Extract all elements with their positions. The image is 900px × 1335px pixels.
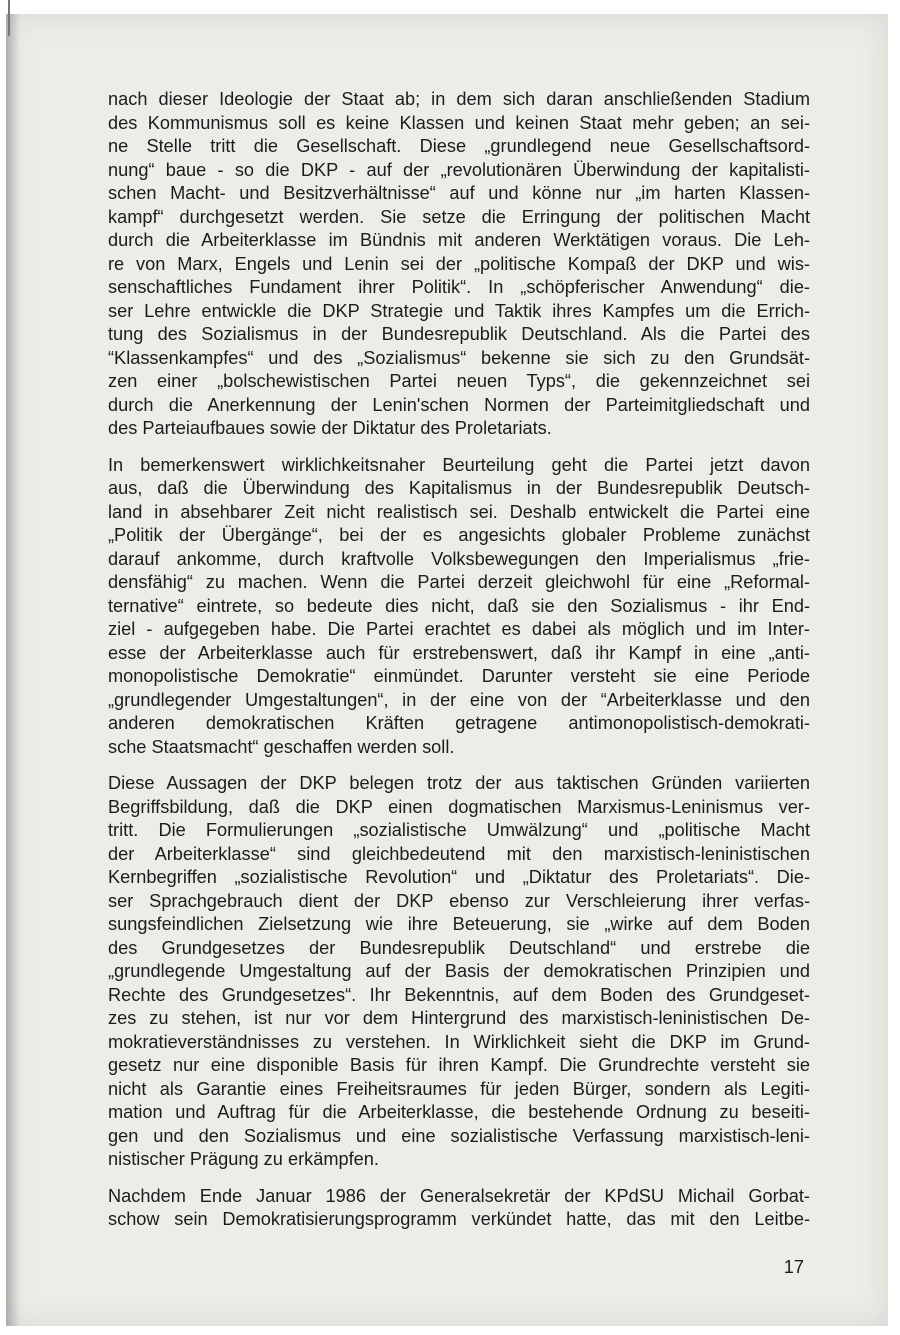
text-line: schen Macht- und Besitzverhältnisse“ auf und könne nur „im harten Klassen- — [108, 183, 810, 203]
text-line: senschaftliches Fundament ihrer Politik“. In „schöpferischer Anwendung“ die- — [108, 277, 810, 297]
text-line: ne Stelle tritt die Gesellschaft. Diese „grundlegend neue Gesellschaftsord- — [108, 136, 810, 156]
body-text — [108, 88, 810, 1245]
text-line: „grundlegende Umgestaltung auf der Basis der demokratischen Prinzipien und — [108, 961, 810, 981]
scan-edge-mark — [8, 0, 10, 36]
text-line: “Klassenkampfes“ und des „Sozialismus“ bekenne sie sich zu den Grundsät- — [108, 347, 810, 368]
text-line: Rechte des Grundgesetzes“. Ihr Bekenntnis, auf dem Boden des Grundgeset- — [108, 984, 810, 1005]
text-line: esse der Arbeiterklasse auch für erstrebenswert, daß ihr Kampf in eine „anti- — [108, 642, 810, 663]
text-line: In bemerkenswert wirklichkeitsnaher Beurteilung geht die Partei jetzt davon — [108, 454, 810, 475]
paragraph — [108, 88, 810, 441]
text-line: gen und den Sozialismus und eine sozialistische Verfassung marxistisch-leni- — [108, 1125, 810, 1146]
text-line: tung des Sozialismus in der Bundesrepublik Deutschland. Als die Partei des — [108, 324, 810, 344]
paragraph — [108, 772, 810, 1172]
text-line: nistischer Prägung zu erkämpfen. — [108, 1149, 379, 1169]
text-line: „Politik der Übergänge“, bei der es angesichts globaler Probleme zunächst — [108, 525, 810, 545]
text-line: des Kommunismus soll es keine Klassen und keinen Staat mehr geben; an sei- — [108, 112, 810, 133]
text-line: gesetz nur eine disponible Basis für ihren Kampf. Die Grundrechte versteht sie — [108, 1055, 810, 1075]
text-line: Begriffsbildung, daß die DKP einen dogmatischen Marxismus-Leninismus ver- — [108, 796, 810, 817]
paragraph — [108, 454, 810, 760]
text-line: mokratieverständnisses zu verstehen. In Wirklichkeit sieht die DKP im Grund- — [108, 1031, 810, 1052]
text-line: land in absehbarer Zeit nicht realistisch sei. Deshalb entwickelt die Partei eine — [108, 501, 810, 522]
text-line: durch die Arbeiterklasse im Bündnis mit anderen Werktätigen voraus. Die Leh- — [108, 230, 810, 250]
text-line: mation und Auftrag für die Arbeiterklasse, die bestehende Ordnung zu beseiti- — [108, 1102, 810, 1122]
binding-shadow — [6, 14, 20, 1326]
page-number: 17 — [783, 1257, 804, 1277]
text-line: Kernbegriffen „sozialistische Revolution“ und „Diktatur des Proletariats“. Die- — [108, 867, 810, 887]
text-line: aus, daß die Überwindung des Kapitalismus in der Bundesrepublik Deutsch- — [108, 478, 810, 498]
text-line: kampf“ durchgesetzt werden. Sie setze die Erringung der politischen Macht — [108, 206, 810, 227]
paragraph — [108, 1185, 810, 1232]
text-line: ziel - aufgegeben habe. Die Partei erachtet es dabei als möglich und im Inter- — [108, 619, 810, 639]
text-line: der Arbeiterklasse“ sind gleichbedeutend mit den marxistisch-leninistischen — [108, 843, 810, 864]
text-line: des Grundgesetzes der Bundesrepublik Deutschland“ und erstrebe die — [108, 937, 810, 958]
text-line: sungsfeindlichen Zielsetzung wie ihre Beteuerung, sie „wirke auf dem Boden — [108, 914, 810, 934]
text-line: darauf ankomme, durch kraftvolle Volksbewegungen den Imperialismus „frie- — [108, 548, 810, 569]
text-line: sche Staatsmacht“ geschaffen werden soll. — [108, 736, 455, 757]
text-line: re von Marx, Engels und Lenin sei der „politische Kompaß der DKP und wis- — [108, 253, 810, 274]
text-line: zen einer „bolschewistischen Partei neuen Typs“, die gekennzeichnet sei — [108, 371, 810, 391]
text-line: ser Lehre entwickle die DKP Strategie und Taktik ihres Kampfes um die Errich- — [108, 300, 810, 321]
text-line: tritt. Die Formulierungen „sozialistische Umwälzung“ und „politische Macht — [108, 820, 810, 840]
text-line: ternative“ eintrete, so bedeute dies nicht, daß sie den Sozialismus - ihr End- — [108, 595, 810, 616]
text-line: monopolistische Demokratie“ einmündet. Darunter versteht sie eine Periode — [108, 666, 810, 686]
text-line: nach dieser Ideologie der Staat ab; in dem sich daran anschließenden Stadium — [108, 89, 810, 109]
text-line: des Parteiaufbaues sowie der Diktatur des Proletariats. — [108, 418, 552, 438]
text-line: densfähig“ zu machen. Wenn die Partei derzeit gleichwohl für eine „Reformal- — [108, 572, 810, 592]
text-line: anderen demokratischen Kräften getragene antimonopolistisch-demokrati- — [108, 713, 810, 733]
text-line: schow sein Demokratisierungsprogramm verkündet hatte, das mit den Leitbe- — [108, 1209, 810, 1229]
text-line: zes zu stehen, ist nur vor dem Hintergrund des marxistisch-leninistischen De- — [108, 1008, 810, 1028]
text-line: Nachdem Ende Januar 1986 der Generalsekretär der KPdSU Michail Gorbat- — [108, 1185, 810, 1206]
text-line: nicht als Garantie eines Freiheitsraumes für jeden Bürger, sondern als Legiti- — [108, 1078, 810, 1099]
text-line: ser Sprachgebrauch dient der DKP ebenso zur Verschleierung ihrer verfas- — [108, 890, 810, 911]
text-line: durch die Anerkennung der Lenin'schen Normen der Parteimitgliedschaft und — [108, 394, 810, 415]
text-line: Diese Aussagen der DKP belegen trotz der aus taktischen Gründen variierten — [108, 773, 810, 793]
text-line: nung“ baue - so die DKP - auf der „revolutionären Überwindung der kapitalisti- — [108, 159, 810, 180]
text-line: „grundlegender Umgestaltungen“, in der eine von der “Arbeiterklasse und den — [108, 689, 810, 710]
